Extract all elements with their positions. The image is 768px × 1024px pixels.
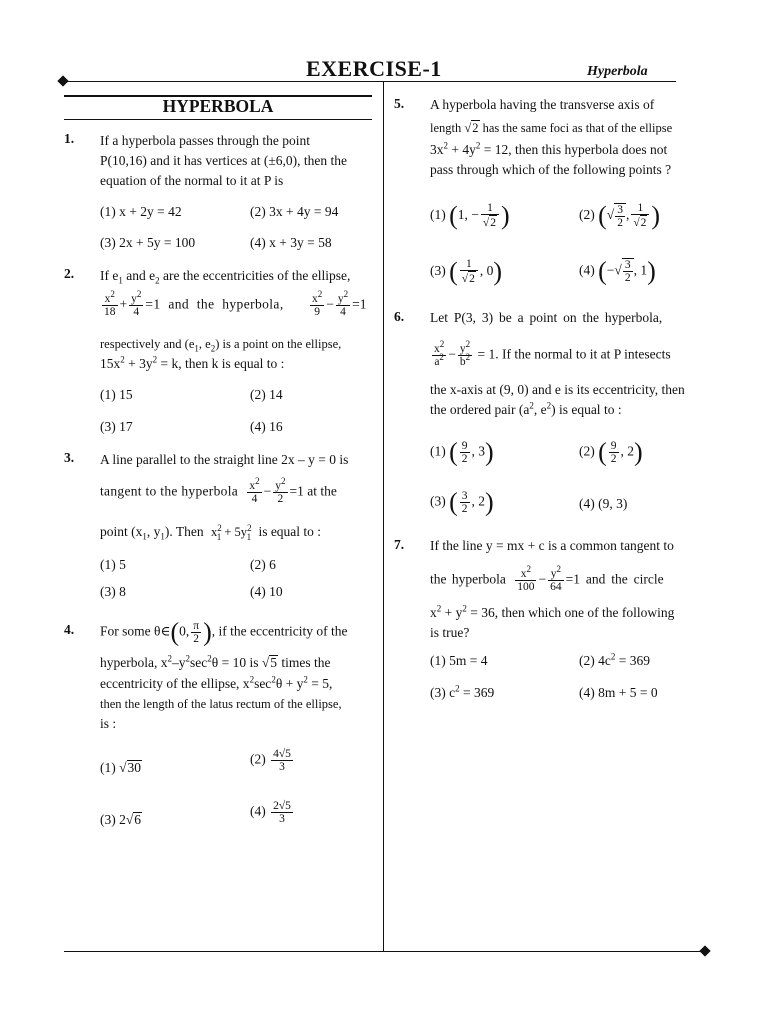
subject-label: Hyperbola xyxy=(587,64,648,79)
question-number: 4. xyxy=(64,622,75,637)
option-4: (4) 8m + 5 = 0 xyxy=(579,685,658,700)
option-1: (1) √30 xyxy=(100,760,142,775)
option-2: (2) $4c^2 = 369$ xyxy=(579,651,650,668)
fraction: $\frac{9}{2}$ xyxy=(461,440,468,465)
text-line: is : xyxy=(100,716,117,731)
text-line: $3x^2 + 4y^2 = 12$, then this hyperbola does not xyxy=(430,140,668,157)
fraction: $\frac{1}{√2}$ xyxy=(460,258,478,286)
option-1: (1) x + 2y = 42 xyxy=(100,204,182,219)
text-line: pass through which of the following points ? xyxy=(430,162,672,177)
exercise-title: EXERCISE-1 xyxy=(306,56,442,81)
equation-line: $\frac{x^2}{18}$ + $\frac{y^2}{4}$ =1 and the hyperbola, xyxy=(104,289,284,318)
text-line: the ordered pair ($a^2$, $e^2$) is equal to : xyxy=(430,400,622,417)
option-4: (4) (9, 3) xyxy=(579,496,628,511)
fraction: $\frac{4√5}{3}$ xyxy=(273,748,291,773)
option-3: (3) $c^2 = 369$ xyxy=(430,683,495,700)
option-2: (2) ( $\frac{9}{2}$ , 2) xyxy=(579,437,643,467)
text-line: A hyperbola having the transverse axis of xyxy=(430,97,655,112)
text-line: eccentricity of the ellipse, $x^2\sec^2\theta + y^2 = 5$, xyxy=(100,674,333,691)
question-number: 6. xyxy=(394,309,405,324)
option-3: (3) ( $\frac{1}{√2}$ , 0) xyxy=(430,257,503,286)
text-line: Let P(3, 3) be a point on the hyperbola, xyxy=(430,310,663,325)
option-1: (1) ( $\frac{9}{2}$ , 3) xyxy=(430,437,494,467)
option-2: (2) 14 xyxy=(250,387,283,402)
fraction: $\frac{\pi}{2}$ xyxy=(193,620,200,645)
heading-bottom-rule xyxy=(64,119,372,120)
section-heading: HYPERBOLA xyxy=(162,96,274,116)
fraction: $\frac{y^2}{4}$ xyxy=(337,289,349,318)
fraction: $\frac{y^2}{64}$ xyxy=(550,564,562,593)
option-4: (4) 10 xyxy=(250,584,283,599)
fraction: $\frac{x^2}{a^2}$ xyxy=(434,339,445,368)
fraction: $\frac{9}{2}$ xyxy=(610,440,617,465)
equation-line: the hyperbola $\frac{x^2}{100}$ − $\frac{y^2}{64}$ =1 and the circle xyxy=(430,564,664,593)
option-3: (3) ( $\frac{3}{2}$ , 2) xyxy=(430,487,494,517)
text-line: If $e_1$ and $e_2$ are the eccentricities of the ellipse, xyxy=(100,268,351,286)
question-number: 3. xyxy=(64,450,75,465)
option-2: (2) $\frac{4√5}{3}$ xyxy=(250,748,291,773)
option-3: (3) 8 xyxy=(100,584,126,599)
question-number: 2. xyxy=(64,266,75,281)
question-number: 7. xyxy=(394,537,405,552)
fraction: $\frac{x^2}{100}$ xyxy=(517,564,535,593)
equation-line: $\frac{x^2}{9}$ − $\frac{y^2}{4}$ =1 xyxy=(312,289,367,318)
option-1: (1) 5 xyxy=(100,557,126,572)
text-line: the x-axis at (9, 0) and e is its eccentricity, then xyxy=(430,382,685,397)
option-2: (2) 6 xyxy=(250,557,276,572)
question-text xyxy=(100,131,375,191)
text-line: length √2 has the same foci as that of the ellipse xyxy=(430,121,673,135)
text-line: If the line y = mx + c is a common tangent to xyxy=(430,538,674,553)
footer-right-diamond xyxy=(699,945,710,956)
text-line: hyperbola, $x^2-y^2\sec^2\theta = 10$ is √5 times the xyxy=(100,653,331,670)
fraction: $\frac{y^2}{4}$ xyxy=(131,289,142,318)
option-4: (4) x + 3y = 58 xyxy=(250,235,332,250)
option-4: (4) 16 xyxy=(250,419,283,434)
option-2: (2) (√ $\frac{3}{2}$ , $\frac{1}{√2}$ ) xyxy=(579,201,661,230)
text-line: respectively and ($e_1$, $e_2$) is a point on the ellipse, xyxy=(100,337,342,354)
footer-rule xyxy=(64,951,704,952)
text-line: $x^2 + y^2 = 36$, then which one of the following xyxy=(430,603,675,620)
fraction: $\frac{x^2}{9}$ xyxy=(312,289,323,318)
option-3: (3) 2x + 5y = 100 xyxy=(100,235,196,250)
option-3: (3) 2√6 xyxy=(100,812,142,827)
fraction: $\frac{x^2}{4}$ xyxy=(249,476,260,505)
text-line: If a hyperbola passes through the point xyxy=(100,133,310,148)
fraction: $\frac{3}{2}$ xyxy=(461,490,468,515)
fraction: $\frac{2√5}{3}$ xyxy=(273,800,291,825)
column-divider xyxy=(383,81,384,951)
fraction: $\frac{y^2}{2}$ xyxy=(275,476,286,505)
text-line: P(10,16) and it has vertices at (±6,0), then the xyxy=(100,153,347,168)
question-number: 5. xyxy=(394,96,405,111)
equation-line: tangent to the hyperbola $\frac{x^2}{4}$ − $\frac{y^2}{2}$ =1 at the xyxy=(100,476,337,505)
option-1: (1) (1, − $\frac{1}{√2}$ ) xyxy=(430,201,510,230)
equation-line: $\frac{x^2}{a^2}$ − $\frac{y^2}{b^2}$ = 1. If the normal to it at P intesects xyxy=(434,339,671,368)
text-line: A line parallel to the straight line 2x – y = 0 is xyxy=(100,452,349,467)
text-line: $15x^2 + 3y^2 = k$, then k is equal to : xyxy=(100,354,285,371)
fraction: $\frac{x^2}{18}$ xyxy=(104,289,116,318)
question-number: 1. xyxy=(64,131,75,146)
option-3: (3) 17 xyxy=(100,419,133,434)
option-1: (1) 15 xyxy=(100,387,133,402)
fraction: $\frac{1}{√2}$ xyxy=(631,202,649,230)
option-1: (1) 5m = 4 xyxy=(430,653,488,668)
text-line: equation of the normal to it at P is xyxy=(100,173,284,188)
option-2: (2) 3x + 4y = 94 xyxy=(250,204,339,219)
text-line: point ($x_1$, $y_1$). Then $x^2_1 + 5y^2_1$ is equal to : xyxy=(100,522,322,542)
option-4: (4) (−√ $\frac{3}{2}$ , 1) xyxy=(579,256,656,286)
option-4: (4) $\frac{2√5}{3}$ xyxy=(250,800,291,825)
equation-line: For some θ∈(0, $\frac{\pi}{2}$ ), if the eccentricity of the xyxy=(100,617,348,647)
fraction: $\frac{1}{√2}$ xyxy=(481,202,499,230)
text-line: then the length of the latus rectum of the ellipse, xyxy=(100,697,342,711)
fraction: $\frac{y^2}{b^2}$ xyxy=(459,339,471,368)
text-line: is true? xyxy=(430,625,470,640)
